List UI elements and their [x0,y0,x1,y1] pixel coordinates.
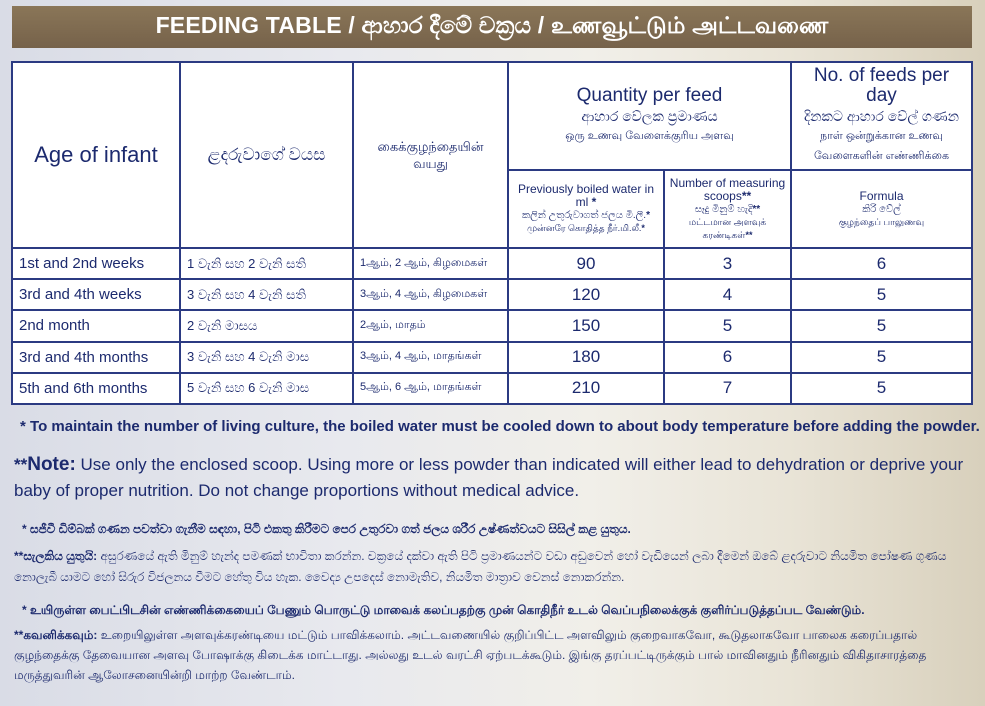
note-sinhala-1 [22,522,631,537]
header-feeds-en: No. of feeds per day [813,65,950,106]
note-label: கவனிக்கவும்: [23,628,98,642]
star-marker: * [22,522,27,536]
row-age-ta: 1ஆம், 2 ஆம், கிழமைகள் [353,248,508,279]
note-tamil-2-text: உறையிலுள்ள அளவுக்கரண்டியை மட்டும் பாவிக்கலாம். அட்டவணையில் குறிப்பிட்ட அளவிலும் குறைவாகவோ, கூடுதலாகவோ பாலைக கரைப்பதால் குழந்தைக்கு தேவையான அளவு போஷாக்கு கிடைக்க மாட்டாது. அல்லது உடல் வரட்சி ஏற்படக்கூடும். இங்கு தரப்பட்டிருக்கும் பால் மாவினதும் நீரினதும் விகிதாசாரத்தை மருத்துவரின் ஆலோசனையின்றி மாற்ற வேண்டாம். [14,628,927,682]
table-row [12,310,972,341]
row-age-si: 3 වැනි සහ 4 වැනි සති [180,279,353,310]
page-title: FEEDING TABLE / ආහාර දීමේ චක්‍රය / உணவூட்டும் அட்டவணை [12,6,972,48]
row-water: 150 [508,310,664,341]
row-age-ta: 3ஆம், 4 ஆம், கிழமைகள் [353,279,508,310]
row-scoops: 6 [664,342,791,373]
table-row [12,279,972,310]
star-marker: * [646,210,650,221]
note-english-1 [20,418,980,435]
note-sinhala-2 [14,546,974,588]
header-feeds-si: දිනකට ආහාර වේල් ගණන [803,108,960,124]
header-quantity-ta: ஒரு உணவு வேளைக்குரிய அளவு [565,130,734,142]
row-age-en: 1st and 2nd weeks [12,248,180,279]
subheader-water [508,170,664,248]
note-english-1-text: To maintain the number of living culture, the boiled water must be cooled down to about body temperature before adding the powder. [30,418,980,435]
row-age-en: 2nd month [12,310,180,341]
note-sinhala-1-text: සජීවී ඩිම්බක් ගණන පවත්වා ගැනීම සඳහා, පිටි එකතු කිරීමට පෙර උතුරවා ගත් ජලය ශරීර උෂ්ණත්වයට සිසිල් කළ යුතුය. [30,522,631,536]
note-tamil-1-text: உயிருள்ள பைட்பிடசின் எண்ணிக்கையைப் பேணும் பொருட்டு மாவைக் கலப்பதற்கு முன் கொதிநீர் உடல் வெப்பநிலைக்குக் குளிர்ப்படுத்தப்பட வேண்டும். [30,603,865,617]
star-marker: * [22,603,27,617]
header-age-en: Age of infant [12,62,180,248]
row-scoops: 7 [664,373,791,404]
subheader-formula-si: කිරි වේල් [862,203,901,215]
row-age-en: 3rd and 4th weeks [12,279,180,310]
subheader-formula-en: Formula [859,188,904,203]
star-marker: * [591,195,597,209]
row-age-si: 1 වැනි සහ 2 වැනි සති [180,248,353,279]
note-sinhala-2-text: අසුරණයේ ඇති මිනුම් හැන්ද පමණක් භාවිතා කරන්න. චක්‍රයේ දක්වා ඇති පිටි ප්‍රමාණයන්ට වඩා අඩුවෙන් හෝ වැඩියෙන් ලබා දීමෙන් ඔබේ ළදරුවාට නියමිත පෝෂණ ගුණය නොලැබී යාමට හෝ සිරුර විජලනය වීමට හේතු විය හැක. වෛද්‍ය උපදෙස් නොමැතිව, නියමිත මාත්‍රාව වෙනස් නොකරන්න. [14,549,947,584]
subheader-formula-ta: குழந்தைப் பாலுணவு [838,216,925,227]
row-age-en: 5th and 6th months [12,373,180,404]
double-star-marker: ** [14,549,24,563]
header-feeds-ta: நாள் ஒன்றுக்கான உணவு வேளைகளின் எண்ணிக்கை [813,130,949,162]
row-age-si: 3 වැනි සහ 4 වැනි මාස [180,342,353,373]
note-tamil-1 [22,603,865,619]
subheader-scoops [664,170,791,248]
double-star-marker: ** [14,455,28,474]
note-english-2-text: Use only the enclosed scoop. Using more or less powder than indicated will either lead to dehydration or deprive your baby of proper nutrition. Do not change proportions without medical advice. [14,455,964,500]
row-scoops: 5 [664,310,791,341]
row-feeds: 5 [791,373,972,404]
row-feeds: 5 [791,279,972,310]
table-row [12,373,972,404]
note-label: Note: [27,454,76,475]
row-feeds: 5 [791,310,972,341]
subheader-formula [791,170,972,248]
row-scoops: 4 [664,279,791,310]
row-age-ta: 2ஆம், மாதம் [353,310,508,341]
header-quantity [508,62,791,170]
header-feeds [791,62,972,170]
double-star-marker: ** [741,188,752,203]
subheader-water-en: Previously boiled water in ml [517,182,655,209]
star-marker: * [641,223,645,233]
row-water: 120 [508,279,664,310]
header-age-si: ළදරුවාගේ වයස [180,62,353,248]
header-quantity-en: Quantity per feed [576,85,723,106]
row-feeds: 6 [791,248,972,279]
subheader-water-si: කලින් උතුරුවාගත් ජලය මි.ලී. [522,210,647,221]
row-age-si: 2 වැනි මාසය [180,310,353,341]
note-label: සැලකිය යුතුයි: [23,549,98,563]
subheader-scoops-si: සෑදු මිනුම් හැදි [694,203,753,215]
row-water: 210 [508,373,664,404]
header-age-ta: கைக்குழந்தையின் வயது [353,62,508,248]
feeding-table [11,61,971,405]
row-age-ta: 5ஆம், 6 ஆம், மாதங்கள் [353,373,508,404]
note-english-2 [14,452,974,504]
header-quantity-si: ආහාර වේලක ප්‍රමාණය [581,108,718,124]
subheader-water-ta: முன்னரே கொதித்த நீர்.மி.லீ. [527,223,642,233]
row-scoops: 3 [664,248,791,279]
double-star-marker: ** [14,628,24,642]
double-star-marker: ** [745,229,753,240]
row-age-ta: 3ஆம், 4 ஆம், மாதங்கள் [353,342,508,373]
double-star-marker: ** [752,203,761,215]
subheader-scoops-en: Number of measuring scoops [669,175,786,203]
row-feeds: 5 [791,342,972,373]
row-water: 90 [508,248,664,279]
row-age-si: 5 වැනි සහ 6 වැනි මාස [180,373,353,404]
star-marker: * [20,418,26,435]
subheader-scoops-ta: மட்டமான அளவுக் கரண்டிகள் [688,216,767,240]
row-age-en: 3rd and 4th months [12,342,180,373]
table-row [12,342,972,373]
row-water: 180 [508,342,664,373]
note-tamil-2 [14,625,974,685]
table-row [12,248,972,279]
